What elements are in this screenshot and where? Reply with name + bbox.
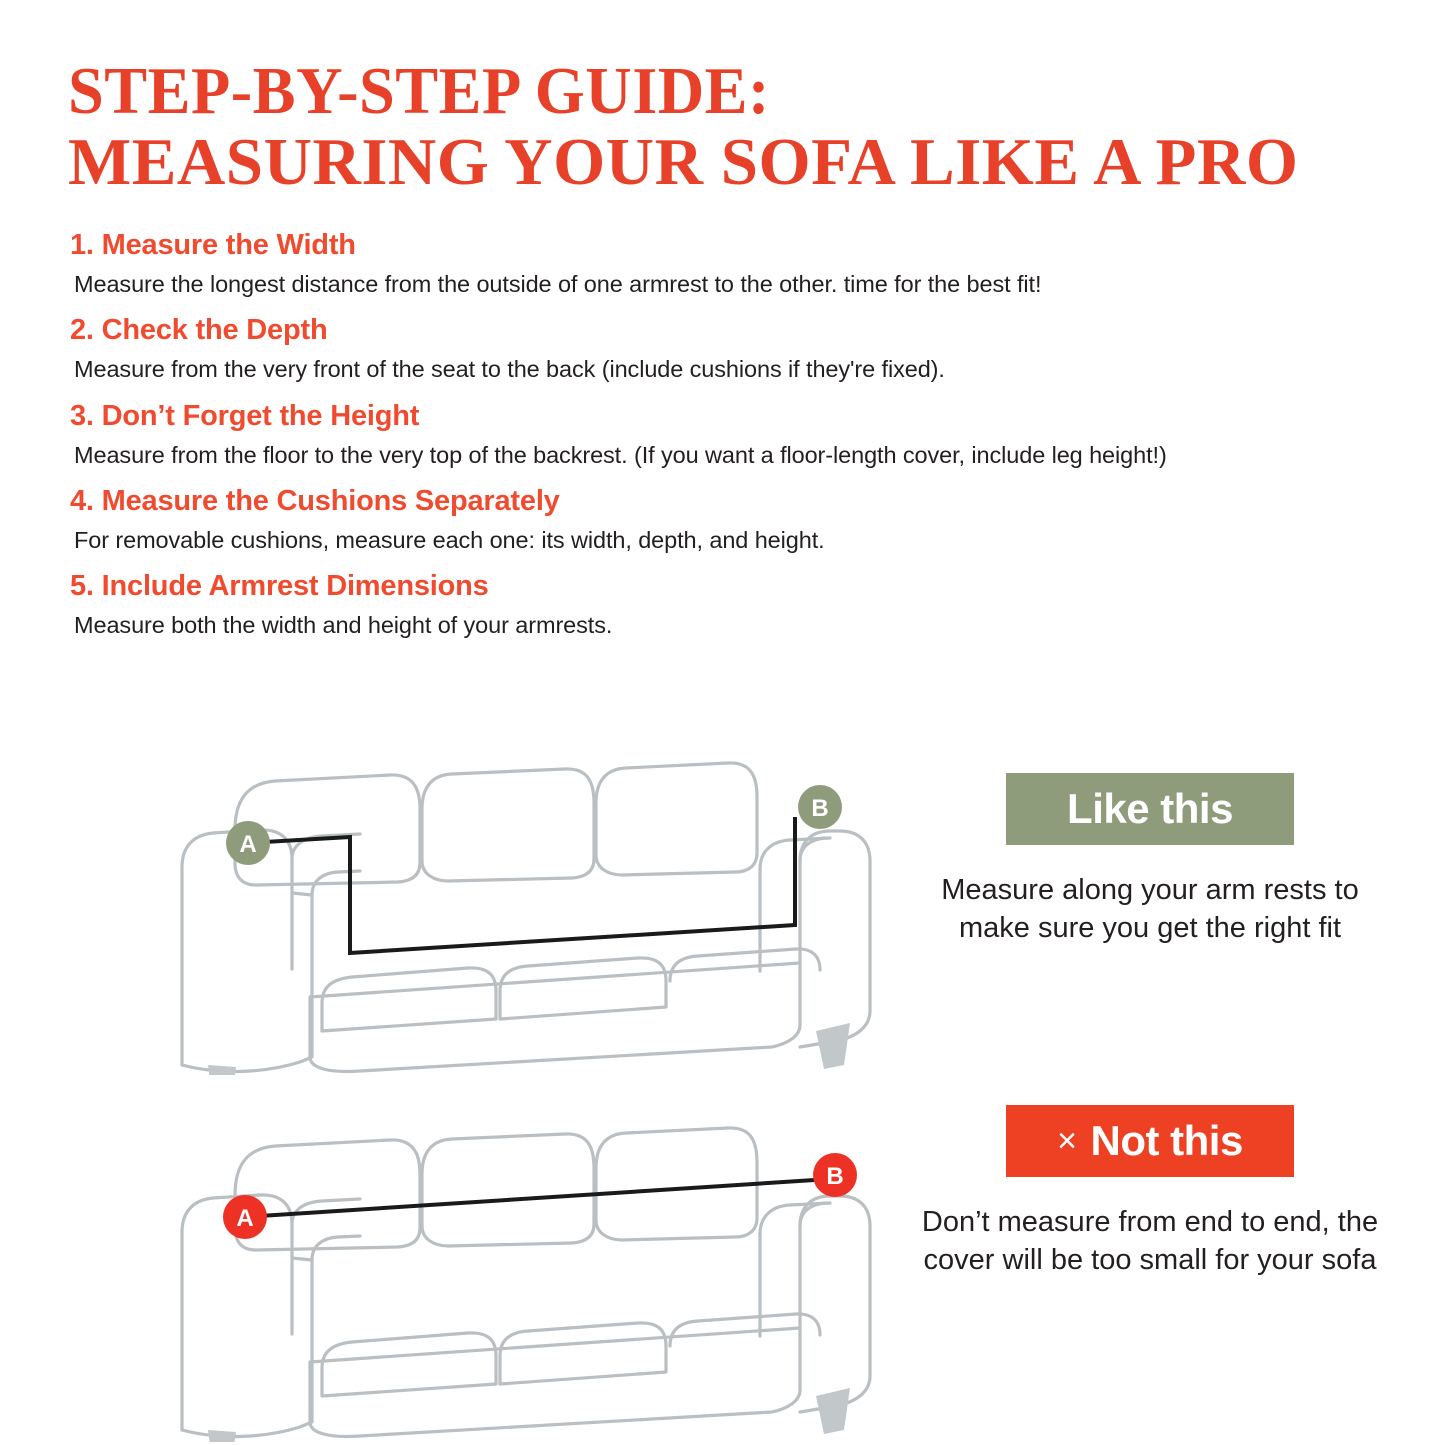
sofa-diagram-incorrect: [60, 1097, 890, 1442]
svg-text:B: B: [811, 795, 829, 822]
marker-a-incorrect: [223, 1195, 267, 1239]
sofa-diagram-correct: [60, 735, 890, 1075]
step-item: [70, 228, 1399, 299]
cross-icon: ×: [1057, 1122, 1077, 1160]
step-heading: 2. Check the Depth: [70, 314, 328, 347]
step-body: Measure from the very front of the seat to the back (include cushions if they're fixed).: [74, 356, 945, 383]
sofa-illustrations: [60, 735, 890, 1445]
title-line-2: MEASURING YOUR SOFA LIKE A PRO: [68, 125, 1299, 200]
title-line-1: STEP-BY-STEP GUIDE:: [68, 54, 770, 128]
illustration-area: [0, 735, 1445, 1445]
callouts-column: [905, 735, 1395, 1445]
callout-not-this: [905, 1087, 1395, 1280]
callout-caption: Measure along your arm rests to make sure you get the right fit: [941, 874, 1359, 945]
step-item: [70, 399, 1399, 470]
step-heading: 1. Measure the Width: [70, 229, 356, 262]
steps-list: [0, 198, 1445, 641]
step-body: For removable cushions, measure each one: its width, depth, and height.: [74, 526, 825, 553]
badge-label: Like this: [1067, 785, 1233, 832]
step-heading: 4. Measure the Cushions Separately: [70, 485, 560, 518]
page-title: [0, 0, 1445, 198]
callout-like-this: [905, 755, 1395, 948]
marker-b-correct: [798, 785, 842, 829]
svg-text:B: B: [826, 1163, 844, 1190]
status-badge-not: [1006, 1105, 1294, 1177]
step-body: Measure from the floor to the very top of the backrest. (If you want a floor-length cover, include leg height!): [74, 441, 1167, 468]
step-item: [70, 484, 1399, 555]
marker-b-incorrect: [813, 1153, 857, 1197]
step-heading: 3. Don’t Forget the Height: [70, 399, 420, 432]
status-badge-like: [1006, 773, 1294, 845]
step-heading: 5. Include Armrest Dimensions: [70, 570, 489, 603]
marker-a-correct: [226, 821, 270, 865]
callout-caption: Don’t measure from end to end, the cover will be too small for your sofa: [921, 1206, 1379, 1277]
step-item: [70, 569, 1399, 640]
step-item: [70, 313, 1399, 384]
step-body: Measure the longest distance from the outside of one armrest to the other. time for the best fit!: [74, 270, 1042, 297]
badge-label: Not this: [1090, 1117, 1243, 1164]
step-body: Measure both the width and height of your armrests.: [74, 612, 613, 639]
svg-text:A: A: [236, 1205, 254, 1232]
svg-text:A: A: [239, 831, 257, 858]
